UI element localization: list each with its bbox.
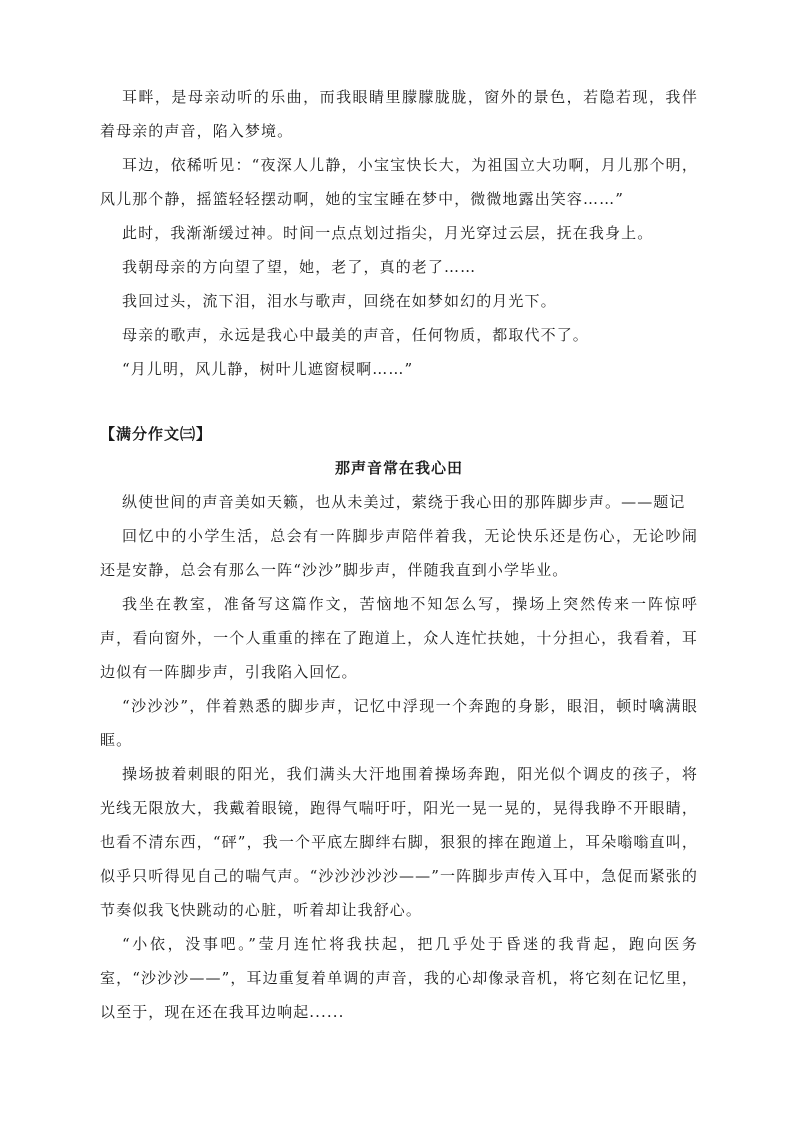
paragraph: 回忆中的小学生活，总会有一阵脚步声陪伴着我，无论快乐还是伤心，无论吵闹还是安静，总会有那么一阵“沙沙”脚步声，伴随我直到小学毕业。 xyxy=(100,527,698,579)
paragraph: 此时，我渐渐缓过神。时间一点点划过指尖，月光穿过云层，抚在我身上。 xyxy=(122,224,654,242)
paragraph: 操场披着刺眼的阳光，我们满头大汗地围着操场奔跑，阳光似个调皮的孩子，将光线无限放大，我戴着眼镜，跑得气喘吁吁，阳光一晃一晃的，晃得我睁不开眼睛，也看不清东西，“砰”，我一个平底左脚绊右脚，狠狠的摔在跑道上，耳朵嗡嗡直叫，似乎只听得见自己的喘气声。“沙沙沙沙沙——”一阵脚步声传入耳中，急促而紧张的节奏似我飞快跳动的心脏，听着却让我舒心。 xyxy=(100,765,698,919)
paragraph: 我坐在教室，准备写这篇作文，苦恼地不知怎么写，操场上突然传来一阵惊呼声，看向窗外，一个人重重的摔在了跑道上，众人连忙扶她，十分担心，我看着，耳边似有一阵脚步声，引我陷入回忆。 xyxy=(100,595,698,681)
paragraph: 母亲的歌声，永远是我心中最美的声音，任何物质，都取代不了。 xyxy=(122,326,589,344)
paragraph: “月儿明，风儿静，树叶儿遮窗棂啊……” xyxy=(122,360,414,378)
paragraph: 我回过头，流下泪，泪水与歌声，回绕在如梦如幻的月光下。 xyxy=(122,292,557,310)
section-label: 【满分作文㈢】 xyxy=(100,425,213,443)
essay-body xyxy=(100,485,698,1029)
paragraph: “沙沙沙”，伴着熟悉的脚步声，记忆中浮现一个奔跑的身影，眼泪，顿时噙满眼眶。 xyxy=(100,697,698,749)
epigraph: 纵使世间的声音美如天籁，也从未美过，萦绕于我心田的那阵脚步声。——题记 xyxy=(122,493,686,511)
story-ending-section xyxy=(100,80,698,386)
paragraph: 耳边，依稀听见：“夜深人儿静，小宝宝快长大，为祖国立大功啊，月儿那个明，风儿那个静，摇篮轻轻摆动啊，她的宝宝睡在梦中，微微地露出笑容……” xyxy=(100,156,698,208)
paragraph: “小依，没事吧。”莹月连忙将我扶起，把几乎处于昏迷的我背起，跑向医务室，“沙沙沙——”，耳边重复着单调的声音，我的心却像录音机，将它刻在记忆里，以至于，现在还在我耳边响起...... xyxy=(100,935,698,1021)
paragraph: 我朝母亲的方向望了望，她，老了，真的老了…… xyxy=(122,258,477,276)
paragraph: 耳畔，是母亲动听的乐曲，而我眼睛里朦朦胧胧，窗外的景色，若隐若现，我伴着母亲的声音，陷入梦境。 xyxy=(100,88,698,140)
essay-title: 那声音常在我心田 xyxy=(334,459,463,477)
